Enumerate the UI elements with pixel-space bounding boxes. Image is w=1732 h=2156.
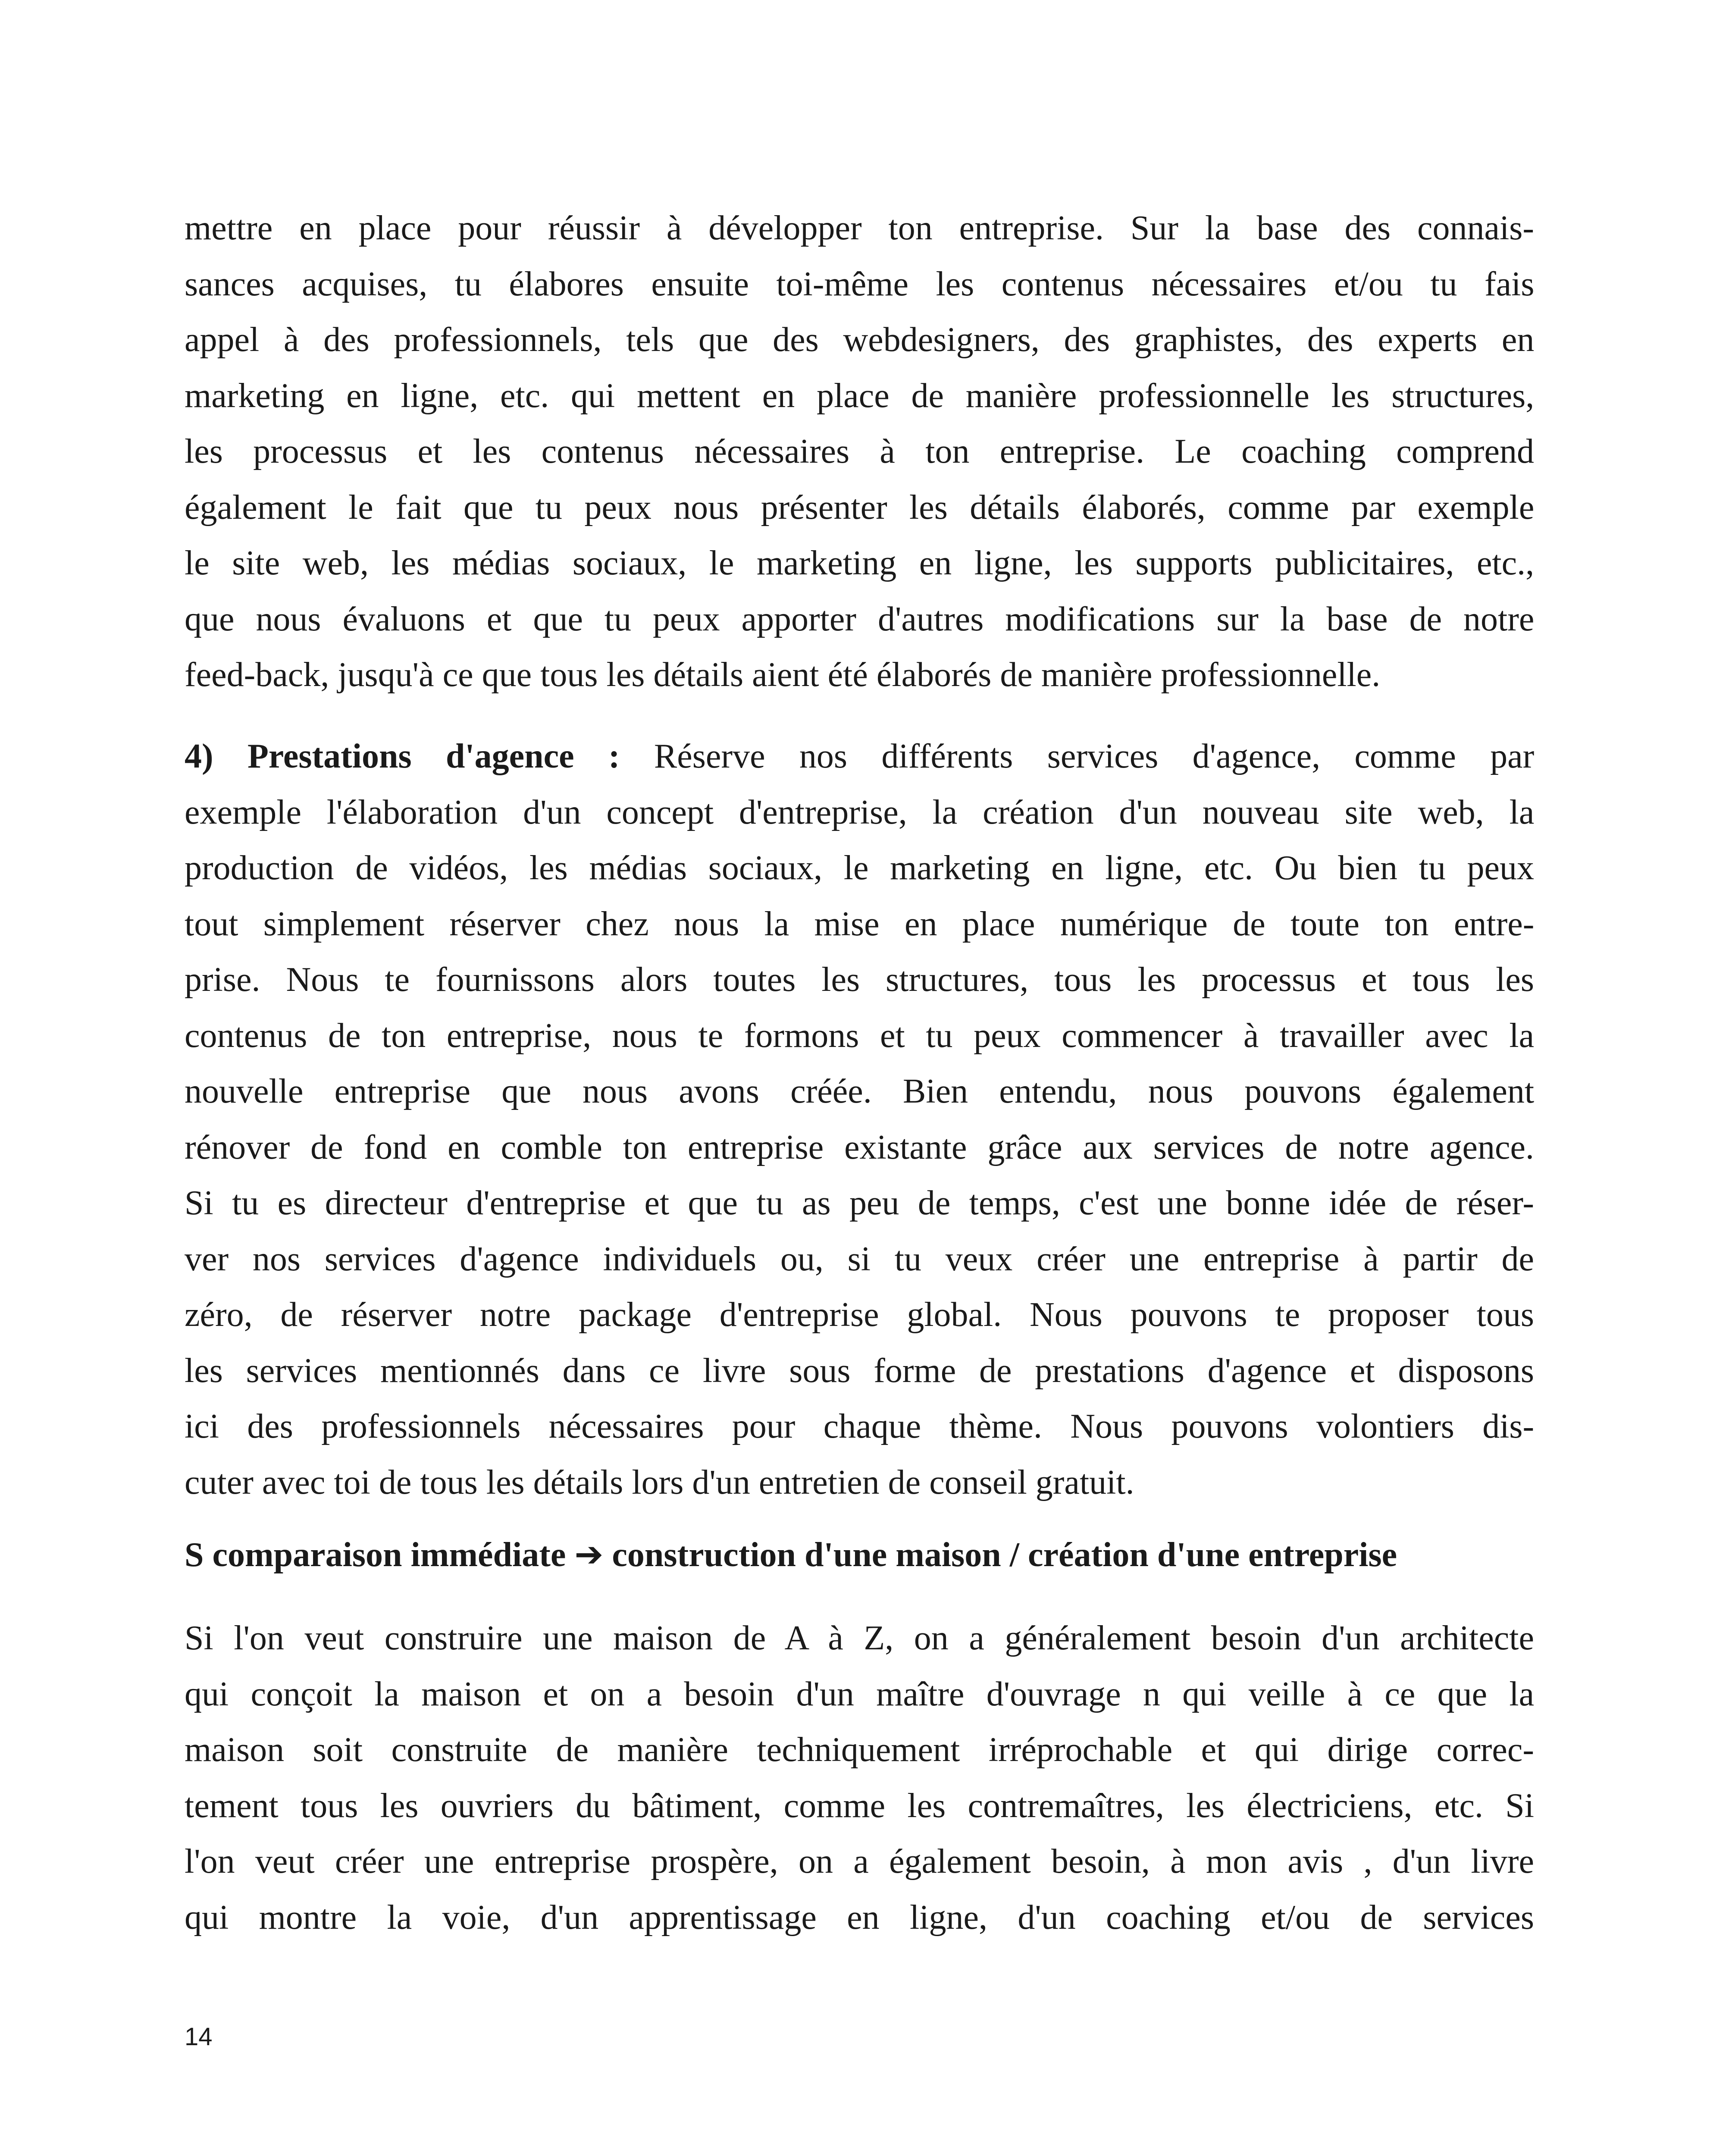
text-line: Si tu es directeur d'entreprise et que tu as peu de temps, c'est une bonne idée de réser-: [185, 1184, 1534, 1222]
paragraph-house-comparison: [185, 1611, 1534, 1946]
text-line: sances acquises, tu élabores ensuite toi-même les contenus nécessaires et/ou tu fais: [185, 265, 1535, 303]
text-line: maison soit construite de manière techniquement irréprochable et qui dirige correc-: [185, 1731, 1534, 1769]
section-heading: [185, 1526, 1534, 1583]
text-line: rénover de fond en comble ton entreprise existante grâce aux services de notre agence.: [185, 1128, 1534, 1166]
text-line: ici des professionnels nécessaires pour chaque thème. Nous pouvons volontiers dis-: [185, 1407, 1535, 1445]
text-line: cuter avec toi de tous les détails lors d'un entretien de conseil gratuit.: [185, 1463, 1134, 1501]
heading-left: S comparaison immédiate: [185, 1536, 575, 1574]
text-line: zéro, de réserver notre package d'entreprise global. Nous pouvons te proposer tous: [185, 1296, 1534, 1334]
text-line: exemple l'élaboration d'un concept d'entreprise, la création d'un nouveau site web, la: [185, 793, 1535, 831]
text-line: prise. Nous te fournissons alors toutes les structures, tous les processus et tous les: [185, 961, 1534, 999]
text-line: [185, 729, 1534, 785]
text-line: contenus de ton entreprise, nous te formons et tu peux commencer à travailler avec la: [185, 1016, 1535, 1055]
text-line: que nous évaluons et que tu peux apporter d'autres modifications sur la base de notre: [185, 600, 1535, 638]
text-line: nouvelle entreprise que nous avons créée. Bien entendu, nous pouvons également: [185, 1072, 1535, 1110]
text-line: qui montre la voie, d'un apprentissage en ligne, d'un coaching et/ou de services: [185, 1898, 1534, 1937]
text-line: feed-back, jusqu'à ce que tous les détails aient été élaborés de manière professionnelle.: [185, 656, 1381, 694]
page-number: 14: [185, 2023, 213, 2051]
section-lead-label: 4) Prestations d'agence :: [185, 737, 620, 775]
arrow-right-icon: ➔: [574, 1534, 604, 1574]
text-line: les services mentionnés dans ce livre sous forme de prestations d'agence et disposons: [185, 1351, 1534, 1390]
text-line: production de vidéos, les médias sociaux, le marketing en ligne, etc. Ou bien tu peux: [185, 849, 1534, 887]
text-line: tement tous les ouvriers du bâtiment, comme les contremaîtres, les électriciens, etc. Si: [185, 1786, 1534, 1825]
text-line: Si l'on veut construire une maison de A à Z, on a généralement besoin d'un architecte: [185, 1619, 1534, 1657]
text-line: qui conçoit la maison et on a besoin d'un maître d'ouvrage n qui veille à ce que la: [185, 1675, 1535, 1713]
text-line: tout simplement réserver chez nous la mise en place numérique de toute ton entre-: [185, 905, 1535, 943]
heading-right: construction d'une maison / création d'une entreprise: [603, 1536, 1397, 1574]
text-line: ver nos services d'agence individuels ou, si tu veux créer une entreprise à partir de: [185, 1240, 1534, 1278]
text-line: également le fait que tu peux nous présenter les détails élaborés, comme par exemple: [185, 488, 1535, 526]
text-line: appel à des professionnels, tels que des webdesigners, des graphistes, des experts en: [185, 321, 1535, 359]
text-line: l'on veut créer une entreprise prospère, on a également besoin, à mon avis , d'un livre: [185, 1843, 1534, 1880]
text-line-rest: Réserve nos différents services d'agence, comme par: [620, 737, 1535, 775]
text-line: mettre en place pour réussir à développer ton entreprise. Sur la base des connais-: [185, 209, 1534, 247]
paragraph-coaching: [185, 201, 1534, 703]
text-line: les processus et les contenus nécessaires à ton entreprise. Le coaching comprend: [185, 432, 1534, 470]
paragraph-agency-services: [185, 729, 1534, 1510]
text-line: marketing en ligne, etc. qui mettent en place de manière professionnelle les structures,: [185, 376, 1535, 415]
text-line: le site web, les médias sociaux, le marketing en ligne, les supports publicitaires, etc.,: [185, 544, 1535, 582]
